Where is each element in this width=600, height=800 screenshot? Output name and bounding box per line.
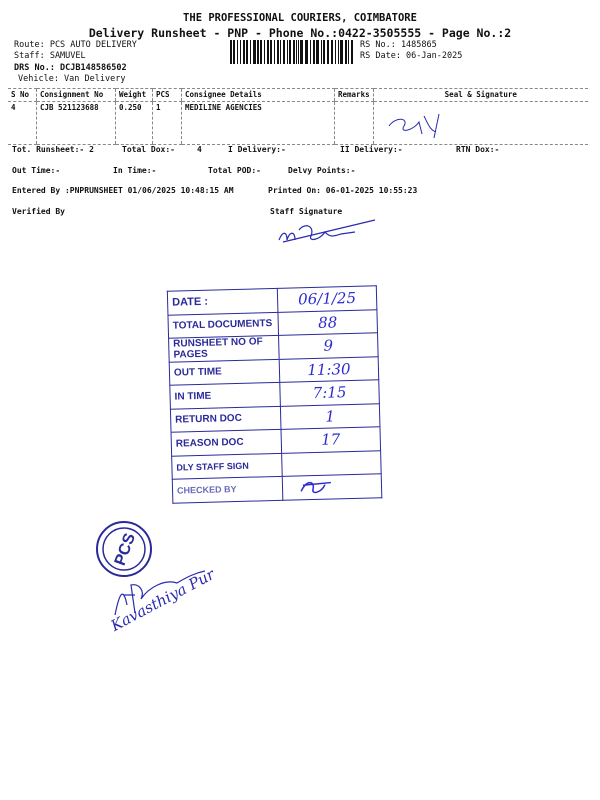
barcode-bar	[233, 40, 235, 64]
col-remarks: Remarks	[335, 89, 374, 102]
total-pod: Total POD:-	[208, 166, 261, 175]
rs-date: RS Date: 06-Jan-2025	[360, 51, 463, 61]
stamp-label: DATE :	[167, 288, 278, 314]
cell-sno: 4	[8, 102, 37, 145]
route-label: Route: PCS AUTO DELIVERY	[14, 40, 137, 50]
barcode-bar	[237, 40, 238, 64]
stamp-value	[282, 474, 382, 500]
barcode-bar	[267, 40, 269, 64]
barcode-bar	[338, 40, 339, 64]
col-consignment: Consignment No	[37, 89, 116, 102]
stamp-value: 1	[280, 403, 380, 429]
delvy-points: Delvy Points:-	[288, 166, 356, 175]
stamp-label: IN TIME	[170, 382, 281, 408]
barcode-bar	[351, 40, 353, 64]
barcode-bar	[280, 40, 281, 64]
col-seal: Seal & Signature	[373, 89, 588, 102]
checked-by-signature	[297, 476, 338, 497]
col-sno: S No	[8, 89, 37, 102]
barcode-bar	[250, 40, 251, 64]
tot-runsheet: Tot. Runsheet:- 2	[12, 145, 94, 154]
barcode-bar	[300, 40, 303, 64]
stamp-label: CHECKED BY	[172, 476, 283, 502]
barcode-bar	[277, 40, 279, 64]
in-time: In Time:-	[113, 166, 157, 175]
barcode-bar	[316, 40, 319, 64]
receipt-stamp	[167, 285, 383, 535]
staff-signature-label: Staff Signature	[270, 207, 343, 216]
handwritten-note: Kavasthiya Pur	[107, 565, 218, 635]
stamp-value: 9	[279, 333, 379, 359]
barcode-bar	[310, 40, 311, 64]
stamp-value: 17	[281, 427, 381, 453]
barcode-bar	[243, 40, 245, 64]
stamp-label: RUNSHEET NO OF PAGES	[169, 335, 280, 361]
stamp-value: 7:15	[280, 380, 380, 406]
stamp-row	[172, 474, 382, 503]
total-dox-value: 4	[197, 145, 202, 154]
barcode	[230, 40, 355, 64]
stamp-label: DLY STAFF SIGN	[172, 453, 283, 479]
stamp-value: 11:30	[279, 356, 379, 382]
cell-consignment: CJB 521123688	[37, 102, 116, 145]
cell-remarks	[335, 102, 374, 145]
barcode-bar	[327, 40, 329, 64]
runsheet-table	[8, 88, 588, 145]
i-delivery: I Delivery:-	[228, 145, 286, 154]
barcode-bar	[323, 40, 325, 64]
printed-on: Printed On: 06-01-2025 10:55:23	[268, 186, 418, 195]
stamp-label: TOTAL DOCUMENTS	[168, 312, 279, 338]
stamp-label: RETURN DOC	[170, 406, 281, 432]
company-name: THE PROFESSIONAL COURIERS, COIMBATORE	[183, 12, 417, 24]
barcode-bar	[298, 40, 299, 64]
svg-text:PCS: PCS	[111, 531, 140, 568]
verified-by: Verified By	[12, 207, 65, 216]
barcode-bar	[293, 40, 295, 64]
stamp-value	[282, 450, 382, 476]
staff-label: Staff: SAMUVEL	[14, 51, 86, 61]
rtn-dox: RTN Dox:-	[456, 145, 500, 154]
barcode-bar	[230, 40, 232, 64]
total-dox: Total Dox:-	[122, 145, 175, 154]
barcode-bar	[340, 40, 343, 64]
barcode-bar	[246, 40, 248, 64]
col-weight: Weight	[116, 89, 153, 102]
barcode-bar	[313, 40, 315, 64]
entered-by: Entered By :PNPRUNSHEET 01/06/2025 10:48:15 AM	[12, 186, 234, 195]
barcode-bar	[321, 40, 322, 64]
barcode-bar	[274, 40, 275, 64]
rs-number: RS No.: 1485865	[360, 40, 437, 50]
cell-weight: 0.250	[116, 102, 153, 145]
receiver-signature	[384, 106, 464, 144]
stamp-label: OUT TIME	[169, 359, 280, 385]
barcode-bar	[335, 40, 336, 64]
cell-seal	[373, 102, 588, 145]
barcode-bar	[270, 40, 272, 64]
stamp-label: REASON DOC	[171, 429, 282, 455]
barcode-bar	[296, 40, 297, 64]
staff-signature	[275, 212, 385, 247]
ii-delivery: II Delivery:-	[340, 145, 403, 154]
barcode-bar	[331, 40, 333, 64]
cell-pcs: 1	[153, 102, 182, 145]
col-consignee: Consignee Details	[182, 89, 335, 102]
cell-consignee: MEDILINE AGENCIES	[182, 102, 335, 145]
barcode-bar	[240, 40, 241, 64]
barcode-bar	[345, 40, 347, 64]
runsheet-title: Delivery Runsheet - PNP - Phone No.:0422-3505555 - Page No.:2	[88, 26, 512, 40]
barcode-bar	[257, 40, 259, 64]
barcode-bar	[305, 40, 308, 64]
stamp-value: 88	[278, 309, 378, 335]
col-pcs: PCS	[153, 89, 182, 102]
barcode-bar	[283, 40, 285, 64]
barcode-bar	[260, 40, 262, 64]
drs-number: DRS No.: DCJB148586502	[14, 63, 127, 73]
stamp-value: 06/1/25	[277, 286, 377, 312]
barcode-bar	[348, 40, 349, 64]
barcode-bar	[287, 40, 288, 64]
out-time: Out Time:-	[12, 166, 61, 175]
barcode-bar	[253, 40, 256, 64]
barcode-bar	[264, 40, 265, 64]
table-row	[8, 102, 588, 145]
vehicle-label: Vehicle: Van Delivery	[18, 74, 126, 84]
barcode-bar	[289, 40, 291, 64]
